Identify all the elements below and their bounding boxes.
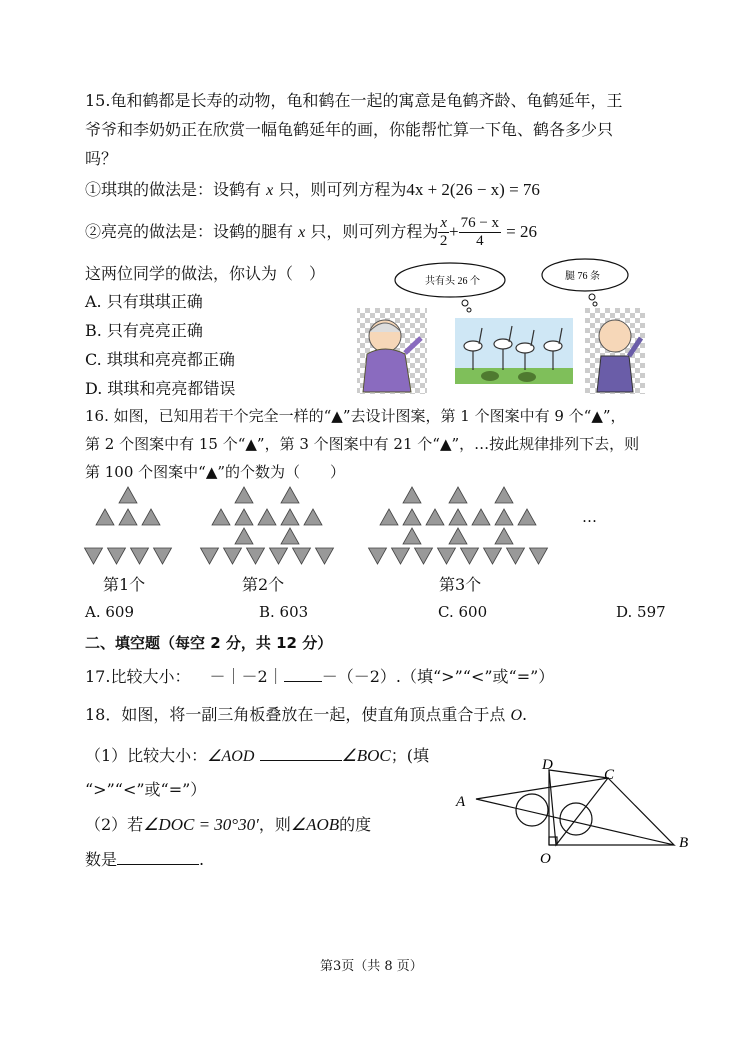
q18-p2-prefix: （2）若 <box>85 815 144 834</box>
pattern3-triangle-down <box>507 548 525 564</box>
q18-p2-angle-aob: ∠AOB <box>290 815 340 834</box>
q15-option-b: B. 只有亮亮正确 <box>85 321 203 340</box>
q18-p1-answer-blank[interactable] <box>260 760 342 761</box>
q15-m2-var: x <box>298 224 306 241</box>
pattern2-triangle-up <box>281 487 299 503</box>
page-footer: 第3页（共 8 页） <box>320 959 423 974</box>
q15-line1: 15.龟和鹤都是长寿的动物，龟和鹤在一起的寓意是龟鹤齐龄、龟鹤延年，王 <box>85 91 623 110</box>
q18-part2-line2 <box>85 847 204 870</box>
q18-p2-end: 的度 <box>339 815 372 834</box>
q15-m2-plus: + <box>449 222 459 241</box>
q15-method1 <box>85 177 540 200</box>
pattern2-triangle-down <box>247 548 265 564</box>
pattern3-triangle-down <box>415 548 433 564</box>
pattern1-triangle-down <box>108 548 126 564</box>
q18-p1-end: ；(填 <box>390 746 430 765</box>
q18-line1-var: O <box>510 707 523 724</box>
pattern3-triangle-up <box>426 509 444 525</box>
pattern3-triangle-up <box>449 509 467 525</box>
pattern2-triangle-up <box>212 509 230 525</box>
speech-bubble-right <box>542 259 628 306</box>
q15-m2-f2-num: 76 − x <box>460 215 500 231</box>
pattern2-triangle-up <box>235 487 253 503</box>
q16-option-b: B. 603 <box>259 603 309 621</box>
pattern2-triangle-down <box>270 548 288 564</box>
pattern3-triangle-up <box>403 487 421 503</box>
q15-m2-fraction2 <box>459 215 501 250</box>
q18-part1-line2: “>”“<”或“=”） <box>85 780 207 799</box>
pattern2-triangle-down <box>224 548 242 564</box>
label-c: C <box>604 767 615 783</box>
pattern3-triangle-down <box>369 548 387 564</box>
q15-option-d: D. 琪琪和亮亮都错误 <box>85 379 236 398</box>
q18-line1 <box>85 702 527 725</box>
pattern2-triangle-up <box>281 509 299 525</box>
pattern2-triangle-up <box>235 509 253 525</box>
pattern3-triangle-down <box>461 548 479 564</box>
q15-m2-f2-den: 4 <box>476 233 484 249</box>
label-b: B <box>679 835 689 851</box>
pattern3-triangle-up <box>403 528 421 544</box>
q15-m2-rhs: = 26 <box>506 222 537 241</box>
pattern1-triangle-down <box>154 548 172 564</box>
q17-answer-blank[interactable] <box>284 681 322 682</box>
pattern-label-3: 第3个 <box>439 575 482 594</box>
pattern1-triangle-up <box>119 487 137 503</box>
pattern3-triangle-up <box>495 487 513 503</box>
q18-p1-prefix: （1）比较大小： <box>85 746 208 765</box>
pattern3-triangle-up <box>495 528 513 544</box>
pattern-label-1: 第1个 <box>103 575 146 594</box>
pattern3-triangle-down <box>484 548 502 564</box>
q17 <box>85 664 554 687</box>
pattern3-triangle-down <box>438 548 456 564</box>
pattern2-triangle-up <box>281 528 299 544</box>
triangle-patterns-svg <box>80 482 680 572</box>
q15-line2: 爷爷和李奶奶正在欣赏一幅龟鹤延年的画，你能帮忙算一下龟、鹤各多少只 <box>85 120 614 139</box>
q15-m2-f1-den: 2 <box>439 233 448 249</box>
pattern3-triangle-up <box>449 487 467 503</box>
q18-line1-end: . <box>522 705 528 724</box>
q17-right-expr: －（－2）.（填“>”“<”或“=”） <box>321 667 555 686</box>
q18-line1-prefix: 18．如图，将一副三角板叠放在一起，使直角顶点重合于点 <box>85 705 506 724</box>
q15-m1-var: x <box>266 182 274 199</box>
q15-m1-equation: 4x + 2(26 − x) = 76 <box>406 180 540 199</box>
q15-option-a: A. 只有琪琪正确 <box>85 292 203 311</box>
pattern-ellipsis: … <box>582 508 597 526</box>
q15-m2-prefix: ②亮亮的做法是：设鹤的腿有 <box>85 222 294 241</box>
q15-method2 <box>85 215 537 250</box>
label-a: A <box>456 794 466 810</box>
pattern1-triangle-down <box>131 548 149 564</box>
pattern3-triangle-up <box>495 509 513 525</box>
pattern2-triangle-down <box>293 548 311 564</box>
cranes-painting <box>455 318 573 384</box>
q18-p2-mid: ，则 <box>258 815 291 834</box>
q16-option-d: D. 597 <box>616 603 666 621</box>
bubble-right-text: 腿 76 条 <box>565 271 600 282</box>
pattern-label-2: 第2个 <box>242 575 285 594</box>
pattern3-triangle-down <box>392 548 410 564</box>
pattern2-triangle-up <box>235 528 253 544</box>
pattern3-triangle-up <box>403 509 421 525</box>
q16-triangle-patterns <box>80 482 680 572</box>
q18-part1 <box>85 743 429 766</box>
pattern1-triangle-up <box>142 509 160 525</box>
q17-left-expr: －｜－2｜ <box>209 667 284 686</box>
grandma-image <box>357 308 427 394</box>
speech-bubble-left <box>395 263 505 312</box>
q18-p2-line2: 数是 <box>85 850 118 869</box>
label-d: D <box>542 757 553 773</box>
pattern2-triangle-down <box>316 548 334 564</box>
q16-option-c: C. 600 <box>438 603 488 621</box>
pattern3-triangle-up <box>380 509 398 525</box>
q18-p2-dot: . <box>199 850 205 869</box>
q18-part2 <box>85 812 371 835</box>
q17-prefix: 17.比较大小： <box>85 667 191 686</box>
q15-line3: 吗？ <box>85 149 118 168</box>
q15-m2-mid: 只，则可列方程为 <box>310 222 439 241</box>
pattern1-triangle-up <box>96 509 114 525</box>
q15-m2-f1-num: x <box>440 215 447 231</box>
pattern2-triangle-up <box>258 509 276 525</box>
pattern3-triangle-up <box>518 509 536 525</box>
pattern2-triangle-up <box>304 509 322 525</box>
q16-line2: 第 2 个图案中有 15 个“▲”，第 3 个图案中有 21 个“▲”，…按此规律排列下去，则 <box>85 435 640 453</box>
q15-m2-fraction1 <box>438 215 449 250</box>
q18-p1-angle-boc: ∠BOC <box>341 746 391 765</box>
q15-stem: 这两位同学的做法，你认为（ ） <box>85 264 326 283</box>
q18-p2-answer-blank[interactable] <box>117 864 199 865</box>
q18-triangle-figure <box>450 752 700 872</box>
pattern2-triangle-down <box>201 548 219 564</box>
q16-line3: 第 100 个图案中“▲”的个数为（ ） <box>85 463 346 481</box>
pattern3-triangle-down <box>530 548 548 564</box>
section-heading: 二、填空题（每空 2 分，共 12 分） <box>85 634 333 652</box>
triangle-doc <box>549 770 608 845</box>
pattern1-triangle-up <box>119 509 137 525</box>
q16-option-a: A. 609 <box>85 603 134 621</box>
q18-p2-equation: ∠DOC = 30°30′ <box>143 815 259 834</box>
q15-illustration <box>355 258 655 398</box>
q15-m1-mid: 只，则可列方程为 <box>278 180 407 199</box>
q15-m1-prefix: ①琪琪的做法是：设鹤有 <box>85 180 262 199</box>
label-o: O <box>540 851 551 867</box>
pattern3-triangle-up <box>472 509 490 525</box>
q18-p1-angle-aod: ∠AOD <box>207 748 255 765</box>
q15-option-c: C. 琪琪和亮亮都正确 <box>85 350 235 369</box>
q16-line1: 16. 如图，已知用若干个完全一样的“▲”去设计图案，第 1 个图案中有 9 个“▲”， <box>85 407 626 425</box>
pattern1-triangle-down <box>85 548 103 564</box>
pattern3-triangle-up <box>449 528 467 544</box>
grandpa-image <box>585 308 645 394</box>
bubble-left-text: 共有头 26 个 <box>425 276 480 287</box>
